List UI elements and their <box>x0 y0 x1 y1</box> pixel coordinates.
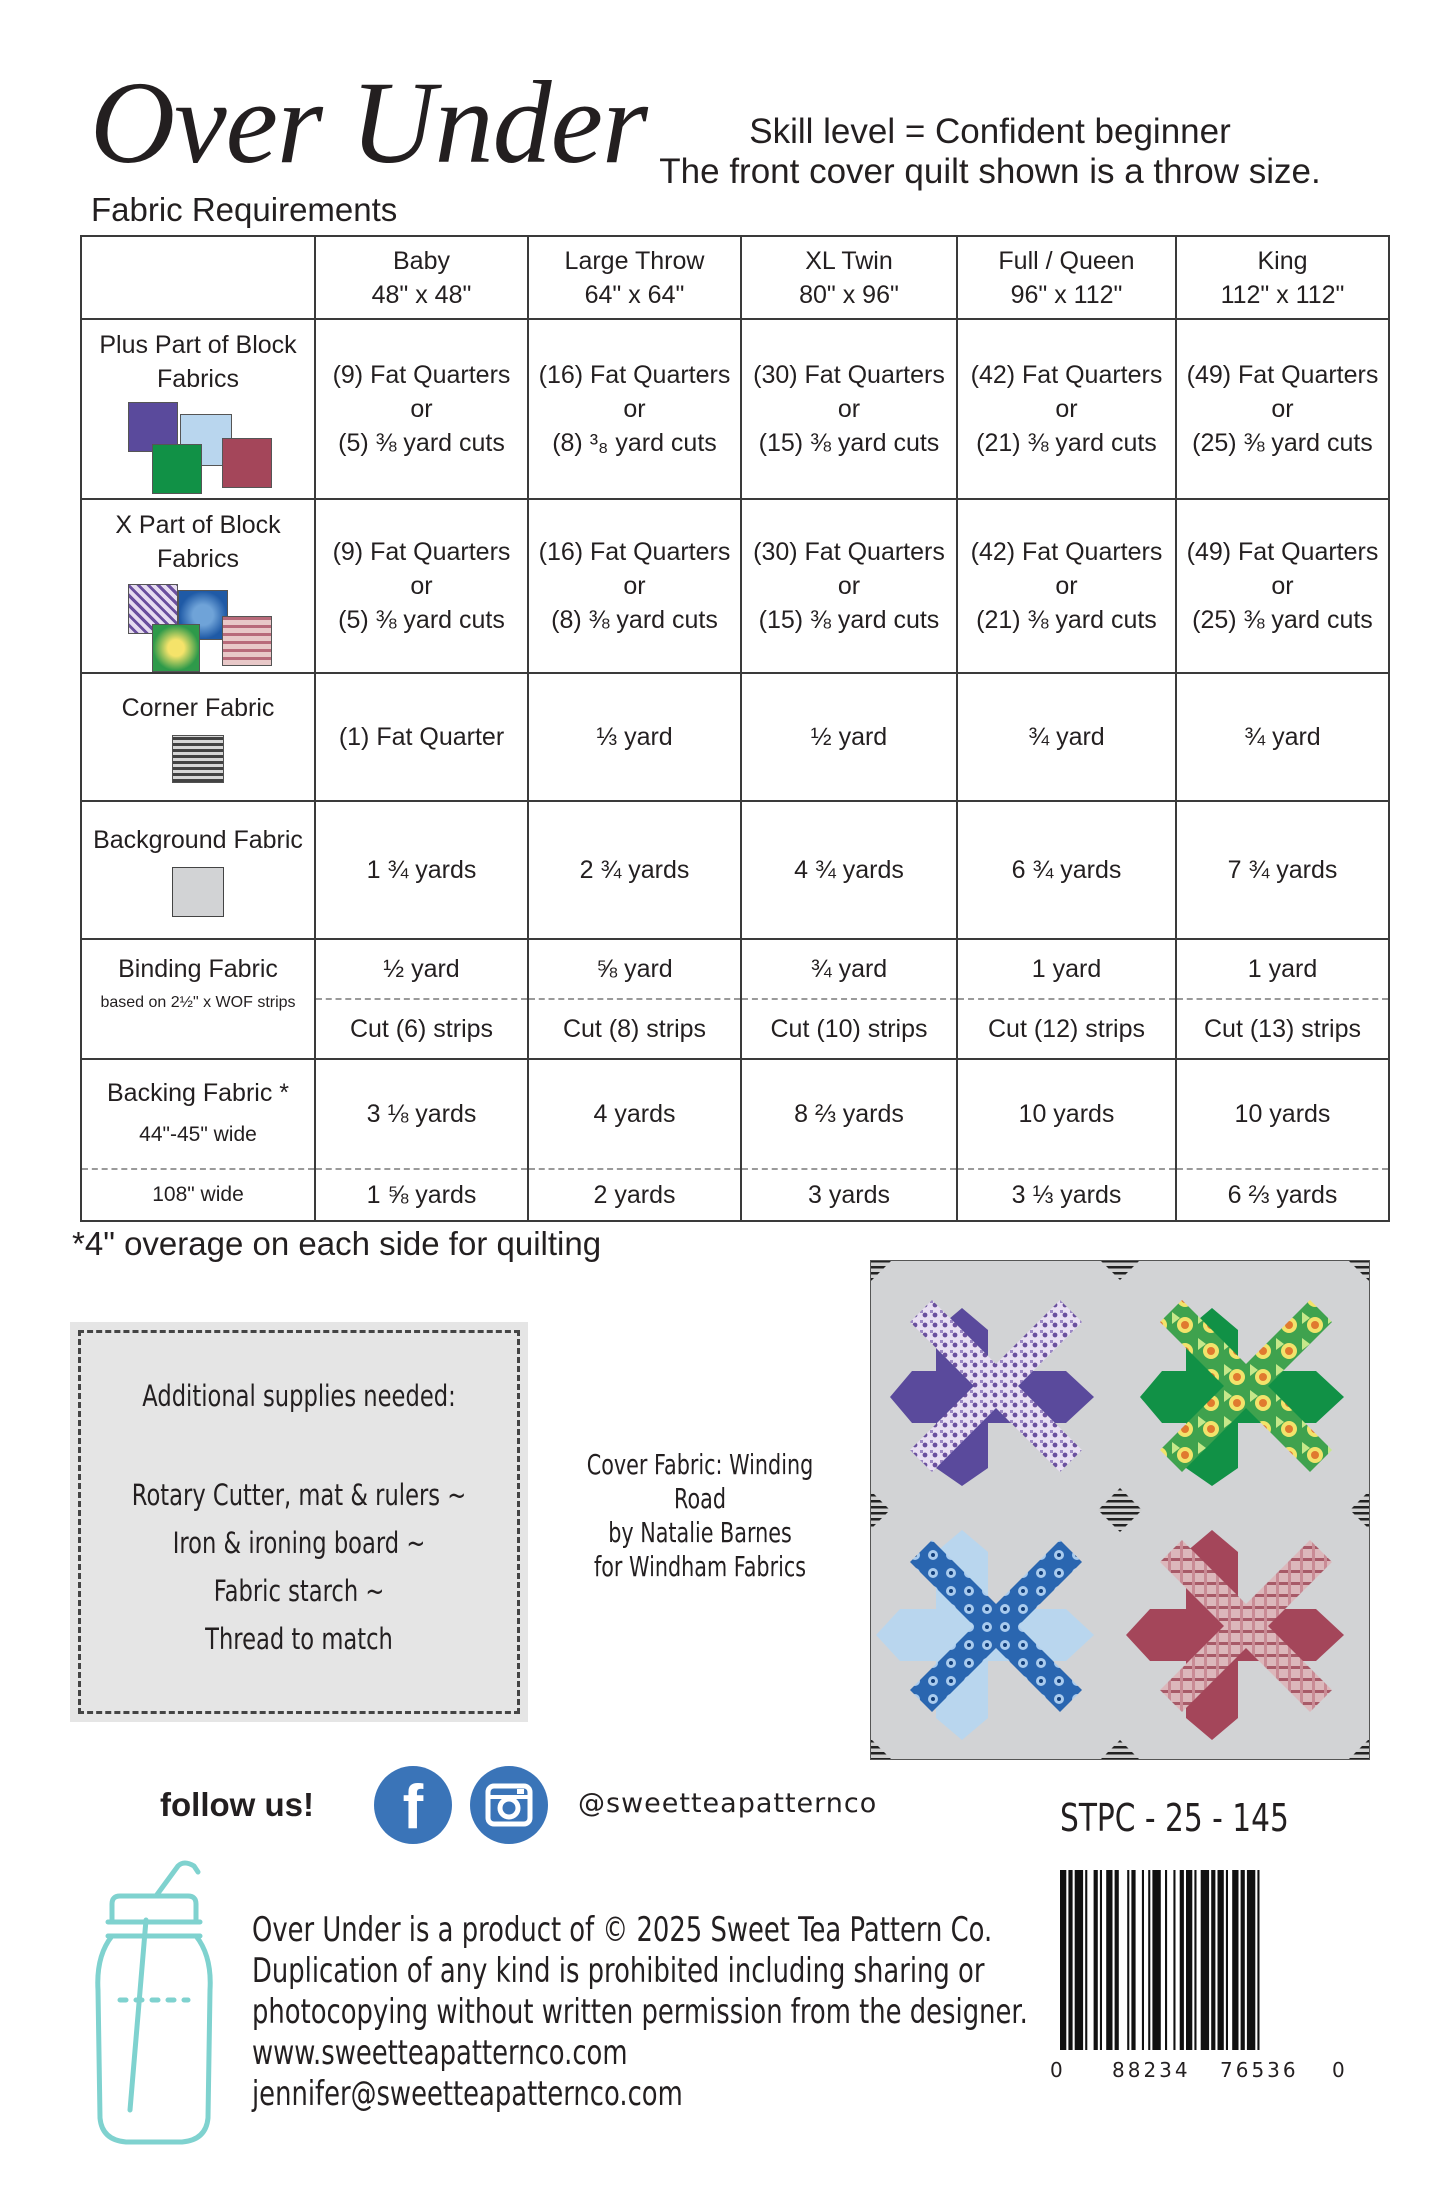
table-cell: 1 ⅝ yards <box>315 1169 528 1221</box>
table-cell: 7 ¾ yards <box>1176 801 1389 939</box>
table-cell: 1 ¾ yards <box>315 801 528 939</box>
table-row-corner <box>81 673 1389 801</box>
background-swatch-icon <box>172 867 224 917</box>
table-cell: ⅝ yard <box>528 939 741 999</box>
table-cell: 1 yard <box>957 939 1176 999</box>
table-row-x <box>81 499 1389 673</box>
cover-size-note: The front cover quilt shown is a throw size. <box>659 152 1321 191</box>
website-link[interactable]: www.sweetteapatternco.com <box>252 2033 628 2073</box>
row-label-backing: Backing Fabric * 44"-45" wide <box>81 1059 315 1169</box>
table-cell: (9) Fat Quarters or (5) ⅜ yard cuts <box>315 499 528 673</box>
table-row-backing-108 <box>81 1169 1389 1221</box>
size-header: XL Twin 80" x 96" <box>741 236 957 319</box>
supplies-box <box>70 1322 528 1722</box>
table-row-backing-44 <box>81 1059 1389 1169</box>
table-cell: 2 yards <box>528 1169 741 1221</box>
supplies-list <box>129 1471 469 1663</box>
table-cell: (49) Fat Quarters or (25) ⅜ yard cuts <box>1176 499 1389 673</box>
table-cell: (42) Fat Quarters or (21) ⅜ yard cuts <box>957 499 1176 673</box>
page-title: Over Under <box>90 57 647 188</box>
size-header: Large Throw 64" x 64" <box>528 236 741 319</box>
table-cell: ⅓ yard <box>528 673 741 801</box>
row-label-plus: Plus Part of Block Fabrics <box>81 319 315 499</box>
size-header: King 112" x 112" <box>1176 236 1389 319</box>
table-row-plus <box>81 319 1389 499</box>
supplies-title: Additional supplies needed: <box>142 1379 456 1413</box>
table-cell: 6 ¾ yards <box>957 801 1176 939</box>
social-handle[interactable]: @sweetteapatternco <box>578 1788 878 1819</box>
table-cell: 10 yards <box>957 1059 1176 1169</box>
table-cell: ½ yard <box>315 939 528 999</box>
list-item: Rotary Cutter, mat & rulers ~ <box>131 1478 467 1512</box>
list-item: Iron & ironing board ~ <box>172 1526 426 1560</box>
overage-note: *4" overage on each side for quilting <box>72 1225 602 1262</box>
table-cell: Cut (6) strips <box>315 999 528 1059</box>
table-cell: 6 ⅔ yards <box>1176 1169 1389 1221</box>
follow-us-label: follow us! <box>160 1786 314 1823</box>
table-row-binding-yards <box>81 939 1389 999</box>
facebook-icon[interactable]: f <box>374 1766 452 1844</box>
table-cell: ¾ yard <box>1176 673 1389 801</box>
plus-swatches-icon <box>118 402 278 498</box>
table-cell: Cut (8) strips <box>528 999 741 1059</box>
cover-fabric-credit: Cover Fabric: Winding Road by Natalie Barnes for Windham Fabrics <box>586 1448 814 1583</box>
camera-icon <box>470 1766 548 1844</box>
table-header-row <box>81 236 1389 319</box>
table-cell: (49) Fat Quarters or (25) ⅜ yard cuts <box>1176 319 1389 499</box>
table-cell: 10 yards <box>1176 1059 1389 1169</box>
backing-44-label: 44"-45" wide <box>139 1123 257 1146</box>
table-cell: (16) Fat Quarters or (8) ⅜ yard cuts <box>528 499 741 673</box>
table-cell: (30) Fat Quarters or (15) ⅜ yard cuts <box>741 319 957 499</box>
size-header: Baby 48" x 48" <box>315 236 528 319</box>
footer-copyright: Over Under is a product of © 2025 Sweet Tea Pattern Co. Duplication of any kind is prohibited including sharing or photocopying without written permission from the designer. www.sweetteapatternco.com jennifer@sweetteapatternco.com <box>252 1910 1028 2114</box>
barcode <box>1052 1870 1352 2070</box>
supplies-border <box>78 1330 520 1714</box>
row-label-corner: Corner Fabric <box>81 673 315 801</box>
mason-jar-icon <box>90 1860 220 2150</box>
size-header: Full / Queen 96" x 112" <box>957 236 1176 319</box>
list-item: Fabric starch ~ <box>213 1574 385 1608</box>
corner-swatch-icon <box>172 735 224 783</box>
table-cell: 2 ¾ yards <box>528 801 741 939</box>
fabric-requirements-table <box>80 235 1390 1222</box>
table-cell: 3 ⅓ yards <box>957 1169 1176 1221</box>
row-label-background: Background Fabric <box>81 801 315 939</box>
row-label-x: X Part of Block Fabrics <box>81 499 315 673</box>
row-label-binding: Binding Fabric based on 2½" x WOF strips <box>81 939 315 1059</box>
quilt-illustration <box>870 1260 1370 1760</box>
skill-info <box>640 112 1340 192</box>
table-cell: ¾ yard <box>741 939 957 999</box>
table-cell: (1) Fat Quarter <box>315 673 528 801</box>
skill-level: Skill level = Confident beginner <box>749 112 1231 151</box>
table-cell: Cut (10) strips <box>741 999 957 1059</box>
header-empty <box>81 236 315 319</box>
table-cell: (9) Fat Quarters or (5) ⅜ yard cuts <box>315 319 528 499</box>
list-item: Thread to match <box>205 1622 393 1656</box>
table-cell: 3 ⅛ yards <box>315 1059 528 1169</box>
table-cell: Cut (13) strips <box>1176 999 1389 1059</box>
table-cell: ¾ yard <box>957 673 1176 801</box>
table-cell: 4 yards <box>528 1059 741 1169</box>
table-cell: ½ yard <box>741 673 957 801</box>
table-cell: 8 ⅔ yards <box>741 1059 957 1169</box>
sku-code: STPC - 25 - 145 <box>1060 1796 1289 1840</box>
table-cell: 1 yard <box>1176 939 1389 999</box>
x-swatches-icon <box>118 582 278 672</box>
table-row-background <box>81 801 1389 939</box>
table-cell: 3 yards <box>741 1169 957 1221</box>
table-cell: (16) Fat Quarters or (8) ³₈ yard cuts <box>528 319 741 499</box>
email-link[interactable]: jennifer@sweetteapatternco.com <box>252 2074 683 2114</box>
table-cell: (42) Fat Quarters or (21) ⅜ yard cuts <box>957 319 1176 499</box>
table-cell: Cut (12) strips <box>957 999 1176 1059</box>
table-cell: 4 ¾ yards <box>741 801 957 939</box>
table-cell: (30) Fat Quarters or (15) ⅜ yard cuts <box>741 499 957 673</box>
backing-108-label: 108" wide <box>81 1169 315 1221</box>
section-title: Fabric Requirements <box>91 191 398 228</box>
instagram-icon[interactable] <box>470 1766 548 1844</box>
